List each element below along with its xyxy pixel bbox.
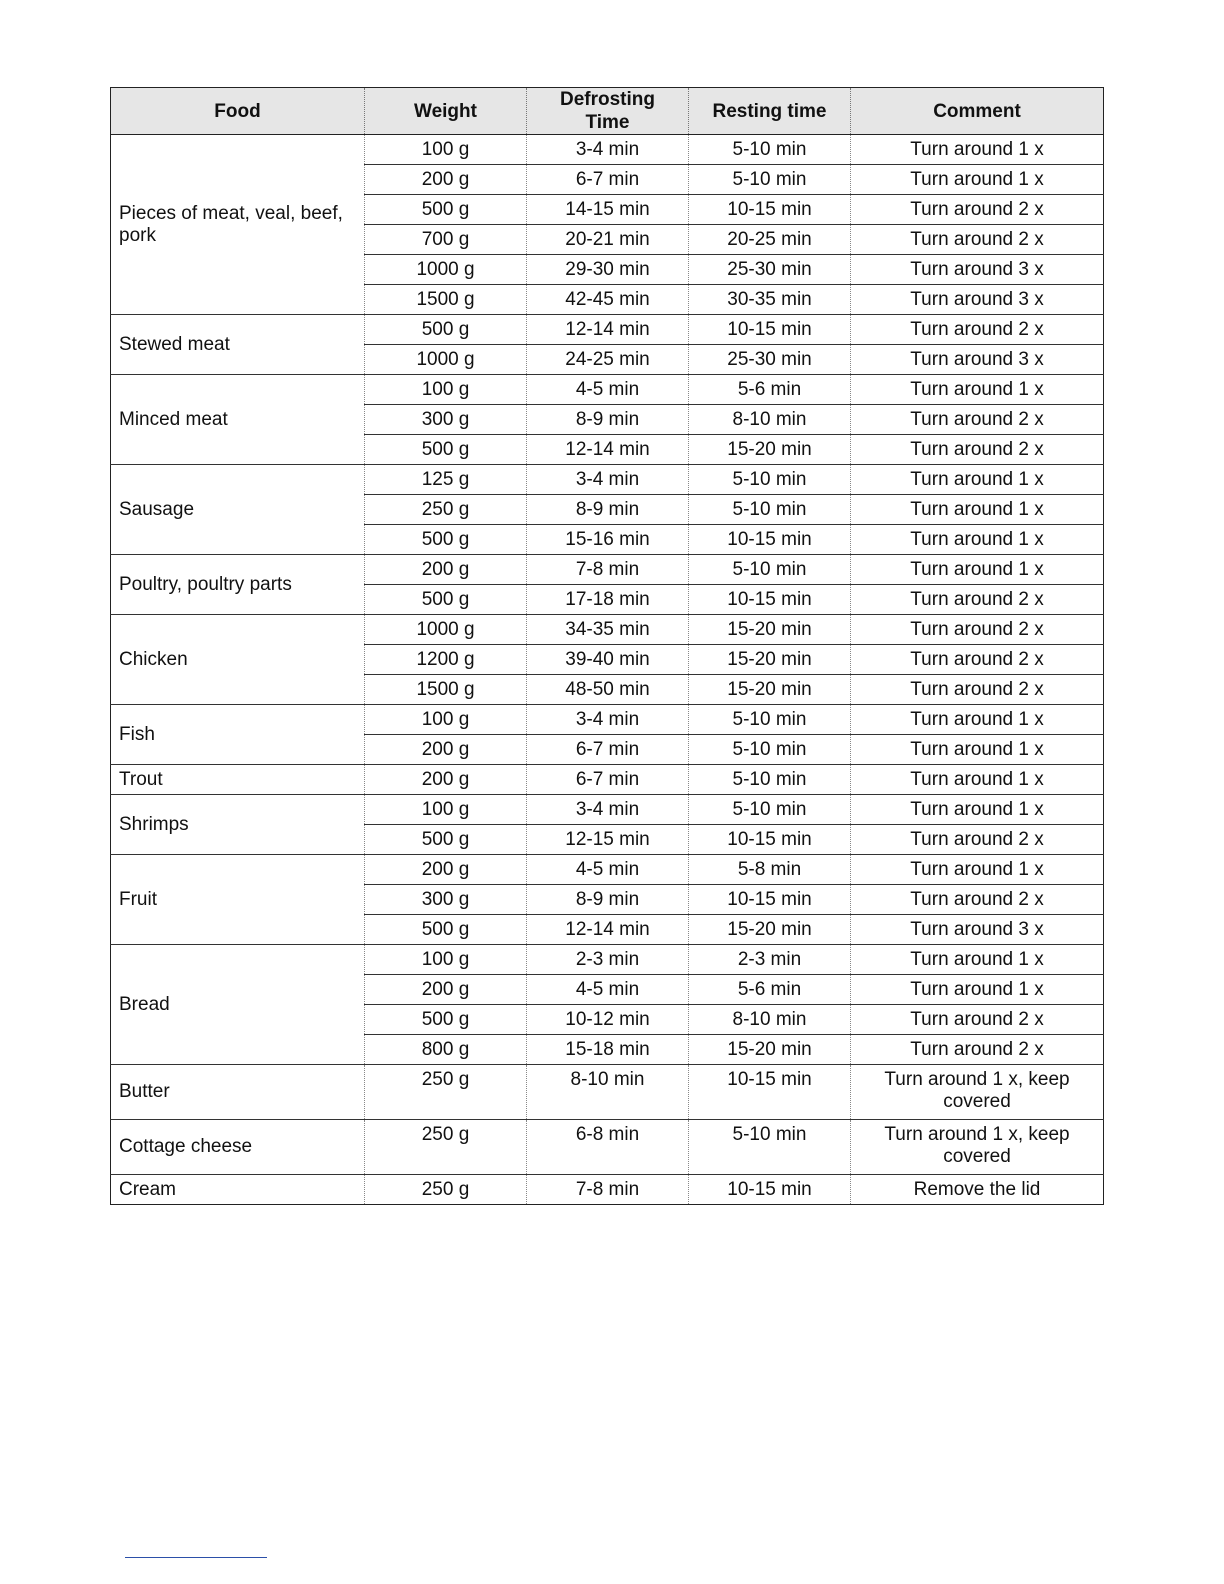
comment-cell: Turn around 1 x bbox=[851, 705, 1104, 735]
weight-cell: 500 g bbox=[365, 315, 527, 345]
weight-cell: 800 g bbox=[365, 1035, 527, 1065]
defrosting-time-cell: 8-10 min bbox=[527, 1065, 689, 1120]
resting-time-cell: 15-20 min bbox=[689, 645, 851, 675]
weight-cell: 200 g bbox=[365, 975, 527, 1005]
table-body bbox=[111, 135, 1104, 1205]
weight-cell: 100 g bbox=[365, 375, 527, 405]
weight-cell: 100 g bbox=[365, 945, 527, 975]
resting-time-cell: 5-10 min bbox=[689, 465, 851, 495]
comment-cell: Turn around 1 x bbox=[851, 495, 1104, 525]
weight-cell: 1000 g bbox=[365, 345, 527, 375]
weight-cell: 500 g bbox=[365, 525, 527, 555]
defrosting-time-cell: 14-15 min bbox=[527, 195, 689, 225]
weight-cell: 500 g bbox=[365, 1005, 527, 1035]
food-cell: Fish bbox=[111, 705, 365, 765]
comment-cell: Turn around 2 x bbox=[851, 645, 1104, 675]
weight-cell: 500 g bbox=[365, 195, 527, 225]
comment-cell: Turn around 2 x bbox=[851, 405, 1104, 435]
defrosting-time-cell: 20-21 min bbox=[527, 225, 689, 255]
food-cell: Pieces of meat, veal, beef, pork bbox=[111, 135, 365, 315]
weight-cell: 250 g bbox=[365, 1120, 527, 1175]
table-row bbox=[111, 705, 1104, 735]
defrosting-time-cell: 17-18 min bbox=[527, 585, 689, 615]
food-cell: Cream bbox=[111, 1175, 365, 1205]
table-row bbox=[111, 1175, 1104, 1205]
weight-cell: 1200 g bbox=[365, 645, 527, 675]
resting-time-cell: 5-10 min bbox=[689, 1120, 851, 1175]
comment-cell: Turn around 2 x bbox=[851, 1035, 1104, 1065]
weight-cell: 300 g bbox=[365, 885, 527, 915]
resting-time-cell: 5-10 min bbox=[689, 795, 851, 825]
comment-cell: Turn around 2 x bbox=[851, 1005, 1104, 1035]
comment-cell: Turn around 1 x bbox=[851, 525, 1104, 555]
resting-time-cell: 8-10 min bbox=[689, 1005, 851, 1035]
defrosting-time-cell: 48-50 min bbox=[527, 675, 689, 705]
comment-cell: Turn around 1 x bbox=[851, 135, 1104, 165]
weight-cell: 250 g bbox=[365, 1175, 527, 1205]
comment-cell: Turn around 2 x bbox=[851, 825, 1104, 855]
comment-cell: Turn around 1 x, keep covered bbox=[851, 1120, 1104, 1175]
comment-cell: Turn around 3 x bbox=[851, 915, 1104, 945]
comment-cell: Turn around 2 x bbox=[851, 885, 1104, 915]
resting-time-cell: 5-10 min bbox=[689, 705, 851, 735]
defrosting-time-cell: 12-14 min bbox=[527, 435, 689, 465]
weight-cell: 200 g bbox=[365, 165, 527, 195]
defrosting-time-cell: 8-9 min bbox=[527, 495, 689, 525]
resting-time-cell: 10-15 min bbox=[689, 525, 851, 555]
defrosting-time-cell: 7-8 min bbox=[527, 555, 689, 585]
defrosting-time-cell: 29-30 min bbox=[527, 255, 689, 285]
comment-cell: Turn around 1 x bbox=[851, 735, 1104, 765]
footnote-separator bbox=[125, 1557, 267, 1558]
defrosting-time-cell: 3-4 min bbox=[527, 135, 689, 165]
comment-cell: Turn around 2 x bbox=[851, 675, 1104, 705]
defrosting-time-cell: 2-3 min bbox=[527, 945, 689, 975]
header-row bbox=[111, 88, 1104, 135]
defrosting-time-cell: 3-4 min bbox=[527, 465, 689, 495]
defrosting-time-cell: 4-5 min bbox=[527, 855, 689, 885]
food-cell: Poultry, poultry parts bbox=[111, 555, 365, 615]
comment-cell: Turn around 1 x bbox=[851, 765, 1104, 795]
weight-cell: 200 g bbox=[365, 735, 527, 765]
defrosting-time-cell: 4-5 min bbox=[527, 975, 689, 1005]
resting-time-cell: 25-30 min bbox=[689, 255, 851, 285]
weight-cell: 200 g bbox=[365, 855, 527, 885]
table-row bbox=[111, 765, 1104, 795]
food-cell: Shrimps bbox=[111, 795, 365, 855]
table-row bbox=[111, 135, 1104, 165]
defrosting-time-cell: 24-25 min bbox=[527, 345, 689, 375]
comment-cell: Turn around 3 x bbox=[851, 285, 1104, 315]
defrosting-time-cell: 6-7 min bbox=[527, 765, 689, 795]
resting-time-cell: 15-20 min bbox=[689, 615, 851, 645]
defrosting-time-cell: 12-14 min bbox=[527, 315, 689, 345]
table-row bbox=[111, 555, 1104, 585]
comment-cell: Turn around 1 x bbox=[851, 375, 1104, 405]
weight-cell: 100 g bbox=[365, 705, 527, 735]
comment-cell: Turn around 1 x bbox=[851, 165, 1104, 195]
weight-cell: 125 g bbox=[365, 465, 527, 495]
table-row bbox=[111, 465, 1104, 495]
resting-time-cell: 15-20 min bbox=[689, 435, 851, 465]
table-row bbox=[111, 855, 1104, 885]
weight-cell: 100 g bbox=[365, 135, 527, 165]
defrosting-time-cell: 34-35 min bbox=[527, 615, 689, 645]
resting-time-cell: 2-3 min bbox=[689, 945, 851, 975]
table-row bbox=[111, 315, 1104, 345]
food-cell: Bread bbox=[111, 945, 365, 1065]
defrosting-table bbox=[110, 87, 1104, 1205]
resting-time-cell: 10-15 min bbox=[689, 1175, 851, 1205]
weight-cell: 1500 g bbox=[365, 285, 527, 315]
comment-cell: Turn around 2 x bbox=[851, 225, 1104, 255]
resting-time-cell: 10-15 min bbox=[689, 1065, 851, 1120]
weight-cell: 1000 g bbox=[365, 615, 527, 645]
defrosting-time-cell: 15-16 min bbox=[527, 525, 689, 555]
resting-time-cell: 20-25 min bbox=[689, 225, 851, 255]
defrosting-time-cell: 6-8 min bbox=[527, 1120, 689, 1175]
header-food: Food bbox=[111, 88, 365, 135]
comment-cell: Turn around 1 x bbox=[851, 975, 1104, 1005]
food-cell: Stewed meat bbox=[111, 315, 365, 375]
resting-time-cell: 25-30 min bbox=[689, 345, 851, 375]
weight-cell: 200 g bbox=[365, 555, 527, 585]
weight-cell: 200 g bbox=[365, 765, 527, 795]
weight-cell: 700 g bbox=[365, 225, 527, 255]
table-header bbox=[111, 88, 1104, 135]
resting-time-cell: 5-10 min bbox=[689, 555, 851, 585]
header-comment: Comment bbox=[851, 88, 1104, 135]
table-row bbox=[111, 945, 1104, 975]
comment-cell: Turn around 3 x bbox=[851, 345, 1104, 375]
food-cell: Sausage bbox=[111, 465, 365, 555]
weight-cell: 1000 g bbox=[365, 255, 527, 285]
weight-cell: 100 g bbox=[365, 795, 527, 825]
defrosting-time-cell: 39-40 min bbox=[527, 645, 689, 675]
food-cell: Minced meat bbox=[111, 375, 365, 465]
food-cell: Fruit bbox=[111, 855, 365, 945]
weight-cell: 500 g bbox=[365, 825, 527, 855]
resting-time-cell: 5-10 min bbox=[689, 495, 851, 525]
resting-time-cell: 10-15 min bbox=[689, 885, 851, 915]
comment-cell: Remove the lid bbox=[851, 1175, 1104, 1205]
defrosting-time-cell: 12-14 min bbox=[527, 915, 689, 945]
comment-cell: Turn around 2 x bbox=[851, 195, 1104, 225]
resting-time-cell: 10-15 min bbox=[689, 315, 851, 345]
defrosting-time-cell: 4-5 min bbox=[527, 375, 689, 405]
comment-cell: Turn around 2 x bbox=[851, 315, 1104, 345]
weight-cell: 250 g bbox=[365, 1065, 527, 1120]
comment-cell: Turn around 1 x bbox=[851, 555, 1104, 585]
weight-cell: 500 g bbox=[365, 585, 527, 615]
header-defrosting-time: Defrosting Time bbox=[527, 88, 689, 135]
defrosting-time-cell: 12-15 min bbox=[527, 825, 689, 855]
comment-cell: Turn around 3 x bbox=[851, 255, 1104, 285]
resting-time-cell: 15-20 min bbox=[689, 675, 851, 705]
defrosting-time-cell: 3-4 min bbox=[527, 705, 689, 735]
food-cell: Chicken bbox=[111, 615, 365, 705]
table-row bbox=[111, 615, 1104, 645]
defrosting-time-cell: 3-4 min bbox=[527, 795, 689, 825]
header-weight: Weight bbox=[365, 88, 527, 135]
defrosting-time-cell: 15-18 min bbox=[527, 1035, 689, 1065]
comment-cell: Turn around 2 x bbox=[851, 435, 1104, 465]
comment-cell: Turn around 2 x bbox=[851, 585, 1104, 615]
food-cell: Trout bbox=[111, 765, 365, 795]
food-cell: Butter bbox=[111, 1065, 365, 1120]
resting-time-cell: 5-8 min bbox=[689, 855, 851, 885]
resting-time-cell: 10-15 min bbox=[689, 195, 851, 225]
resting-time-cell: 15-20 min bbox=[689, 915, 851, 945]
header-resting-time: Resting time bbox=[689, 88, 851, 135]
defrosting-time-cell: 10-12 min bbox=[527, 1005, 689, 1035]
table-row bbox=[111, 375, 1104, 405]
table-row bbox=[111, 1120, 1104, 1175]
food-cell: Cottage cheese bbox=[111, 1120, 365, 1175]
resting-time-cell: 30-35 min bbox=[689, 285, 851, 315]
weight-cell: 300 g bbox=[365, 405, 527, 435]
resting-time-cell: 8-10 min bbox=[689, 405, 851, 435]
comment-cell: Turn around 1 x, keep covered bbox=[851, 1065, 1104, 1120]
weight-cell: 1500 g bbox=[365, 675, 527, 705]
resting-time-cell: 5-10 min bbox=[689, 765, 851, 795]
resting-time-cell: 10-15 min bbox=[689, 585, 851, 615]
comment-cell: Turn around 1 x bbox=[851, 465, 1104, 495]
defrosting-time-cell: 7-8 min bbox=[527, 1175, 689, 1205]
defrosting-time-cell: 8-9 min bbox=[527, 405, 689, 435]
resting-time-cell: 5-6 min bbox=[689, 975, 851, 1005]
comment-cell: Turn around 1 x bbox=[851, 795, 1104, 825]
defrosting-time-cell: 6-7 min bbox=[527, 735, 689, 765]
comment-cell: Turn around 2 x bbox=[851, 615, 1104, 645]
resting-time-cell: 5-6 min bbox=[689, 375, 851, 405]
comment-cell: Turn around 1 x bbox=[851, 945, 1104, 975]
table-row bbox=[111, 1065, 1104, 1120]
resting-time-cell: 5-10 min bbox=[689, 735, 851, 765]
table-row bbox=[111, 795, 1104, 825]
resting-time-cell: 5-10 min bbox=[689, 135, 851, 165]
weight-cell: 250 g bbox=[365, 495, 527, 525]
comment-cell: Turn around 1 x bbox=[851, 855, 1104, 885]
defrosting-time-cell: 42-45 min bbox=[527, 285, 689, 315]
weight-cell: 500 g bbox=[365, 915, 527, 945]
resting-time-cell: 10-15 min bbox=[689, 825, 851, 855]
resting-time-cell: 5-10 min bbox=[689, 165, 851, 195]
defrosting-time-cell: 6-7 min bbox=[527, 165, 689, 195]
resting-time-cell: 15-20 min bbox=[689, 1035, 851, 1065]
defrosting-time-cell: 8-9 min bbox=[527, 885, 689, 915]
weight-cell: 500 g bbox=[365, 435, 527, 465]
